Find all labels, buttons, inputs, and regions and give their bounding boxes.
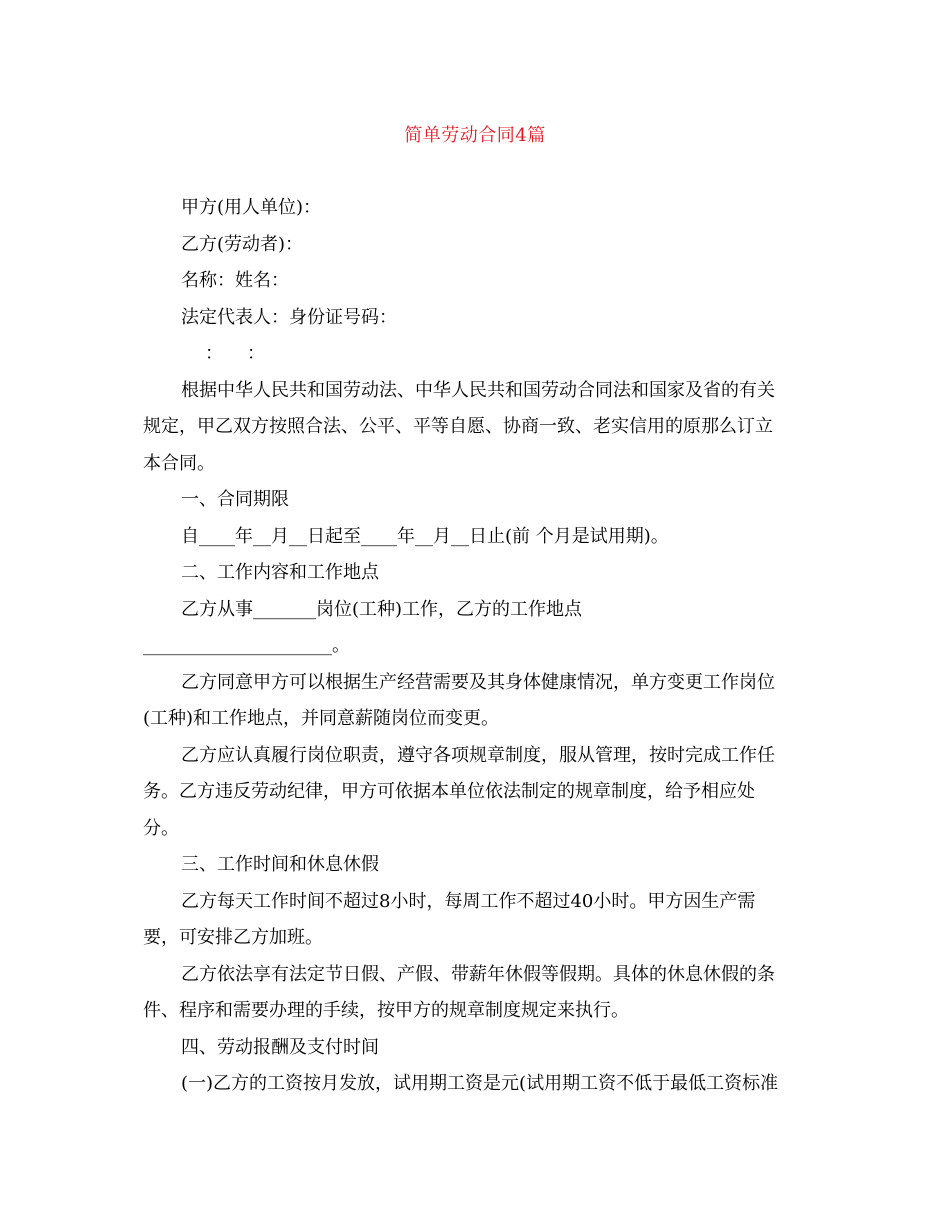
- legal-rep-line: 法定代表人：身份证号码：: [181, 306, 397, 328]
- party-b-line: 乙方(劳动者)：: [181, 233, 304, 255]
- colon-marks-line: [143, 336, 813, 373]
- paragraph-line: (工种)和工作地点，并同意薪随岗位而变更。: [143, 708, 500, 729]
- document-body: [143, 190, 813, 1103]
- paragraph-line: 分。: [143, 817, 179, 839]
- colon-mark: ：: [205, 343, 223, 364]
- paragraph-line: 要，可安排乙方加班。: [143, 927, 323, 948]
- paragraph-line: 根据中华人民共和国劳动法、中华人民共和国劳动合同法和国家及省的有关: [181, 379, 775, 401]
- section-heading: 一、合同期限: [181, 489, 289, 510]
- paragraph-line: 乙方从事_______岗位(工种)工作，乙方的工作地点: [181, 598, 583, 620]
- section-heading: 二、工作内容和工作地点: [181, 562, 379, 583]
- document-title: 简单劳动合同4篇: [404, 125, 546, 146]
- paragraph-line: _____________________。: [143, 635, 350, 656]
- name-line: 名称：姓名：: [181, 270, 289, 291]
- paragraph-line: 本合同。: [143, 452, 215, 474]
- paragraph-line: 务。乙方违反劳动纪律，甲方可依据本单位依法制定的规章制度，给予相应处: [143, 781, 755, 802]
- colon-mark: ：: [247, 343, 265, 364]
- paragraph-line: 乙方应认真履行岗位职责，遵守各项规章制度，服从管理，按时完成工作任: [181, 744, 775, 766]
- paragraph-line: 乙方每天工作时间不超过8小时，每周工作不超过40小时。甲方因生产需: [181, 890, 756, 912]
- party-a-line: 甲方(用人单位)：: [181, 197, 322, 218]
- paragraph-line: 规定，甲乙双方按照合法、公平、平等自愿、协商一致、老实信用的原那么订立: [143, 416, 773, 437]
- section-heading: 三、工作时间和休息休假: [181, 854, 379, 875]
- paragraph-line: 乙方依法享有法定节日假、产假、带薪年休假等假期。具体的休息休假的条: [181, 963, 775, 985]
- paragraph-line: 件、程序和需要办理的手续，按甲方的规章制度规定来执行。: [143, 1000, 629, 1021]
- paragraph-line: 自____年__月__日起至____年__月__日止(前 个月是试用期)。: [181, 525, 669, 547]
- section-heading: 四、劳动报酬及支付时间: [181, 1036, 379, 1058]
- paragraph-line: 乙方同意甲方可以根据生产经营需要及其身体健康情况，单方变更工作岗位: [181, 671, 775, 693]
- paragraph-line: (一)乙方的工资按月发放，试用期工资是元(试用期工资不低于最低工资标准: [181, 1073, 779, 1094]
